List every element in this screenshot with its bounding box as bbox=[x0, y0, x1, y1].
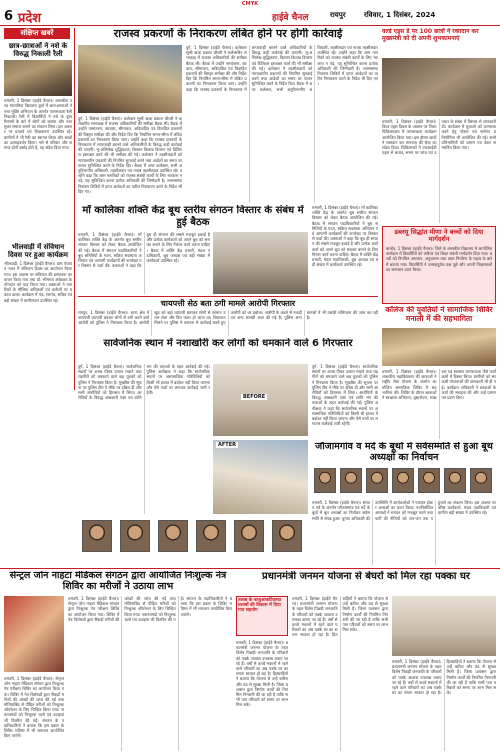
bottom-rule bbox=[0, 568, 500, 569]
brief-label: संक्षिप्त खबरें bbox=[4, 28, 70, 39]
face-icon bbox=[366, 468, 388, 493]
lead-body-left: दुर्ग, 1 दिसंबर (हाईवे चैनल)। कलेक्टर सुश्री ऋचा प्रकाश चौधरी ने कलेक्टोरेट सभाकक्ष में राजस्व अधिकारियों की समीक्षा बैठक ली। बैठक में उन्होंने नामांतरण, बंटवारा, सीमांकन, अविवादित एवं विवादित प्रकरणों की विस्तृत समीक्षा की और निर्देश दिए कि निर्धारित समय-सीमा में लंबित प्रकरणों का निराकरण किया जाए। उन्होंने कहा कि राजस्व प्रकरणों के निराकरण में लापरवाही बरतने वाले अधिकारियों के विरुद्ध कड़ी कार्रवाई की जाएगी। भू-अभिलेख शुद्धिकरण, किसान किताब वितरण एवं डिजिटल हस्ताक्षर कार्य की भी समीक्षा की गई। कलेक्टर ने तहसीलदारों को न्यायालयीन प्रकरणों की नियमित सुनवाई करने तथा आदेशों का समय पर पालन सुनिश्चित करने के निर्देश दिए। बैठक में अपर कलेक्टर, सभी अनुविभागीय अधिकारी, तहसीलदार एवं नायब तहसीलदार उपस्थित रहे। उन्होंने कहा कि आम नागरिकों को राजस्व संबंधी कार्यों के लिए भटकना न पड़े, यह सुनिश्चित करना प्रत्येक अधिकारी की जिम्मेदारी है। जनसमस्या निवारण शिविरों में प्राप्त आवेदनों का त्वरित निराकरण करने के निर्देश भी दिए गए। bbox=[78, 116, 182, 194]
arrest-body: दुर्ग, 1 दिसंबर (हाईवे चैनल)। सार्वजनिक स्थानों पर शराब पीकर उत्पात मचाने तथा राहगीरों को धमकाने वाले छह युवकों को पुलिस ने गिरफ्तार किया है। मुखबिर की सूचना पर पुलिस टीम ने मौके पर दबिश दी और सभी आरोपियों को हिरासत में लिया। आरोपियों के विरुद्ध आबकारी एक्ट एवं शांति भंग की धाराओं के तहत कार्रवाई की गई। पुलिस अधीक्षक ने कहा कि सार्वजनिक स्थानों पर असामाजिक गतिविधियों को किसी भी हालत में बर्दाश्त नहीं किया जाएगा और ऐसे तत्वों पर लगातार कार्रवाई जारी रहेगी। bbox=[78, 364, 210, 401]
face-icon bbox=[196, 520, 226, 552]
left-briefs bbox=[4, 42, 72, 387]
meeting-body: धमतरी, 1 दिसंबर (हाईवे चैनल)। माँ कालिका शक्ति केंद्र के अंतर्गत बूथ स्तरीय संगठन विस्तार को लेकर बैठक आयोजित की गई। बैठक में संगठन पदाधिकारियों ने बूथ समितियों के गठन, सक्रिय सदस्यता अभियान एवं आगामी कार्यक्रमों की रूपरेखा पर विस्तार से चर्चा की। वक्ताओं ने कहा कि बूथ ही संगठन की सबसे मजबूत इकाई है और प्रत्येक कार्यकर्ता को अपने बूथ को सशक्त बनाने के लिए निरंतर कार्य करना चाहिए। बैठक में शक्ति केंद्र प्रभारी, मंडल पदाधिकारी, बूथ अध्यक्ष एवं बड़ी संख्या में कार्यकर्ता उपस्थित रहे। bbox=[78, 232, 210, 269]
strip-headline: चायपत्ती सेठ बता ठगी मामले आरोपी गिरफ्तार bbox=[160, 299, 296, 308]
arrest-body-right: दुर्ग, 1 दिसंबर (हाईवे चैनल)। सार्वजनिक स्थानों पर शराब पीकर उत्पात मचाने तथा राहगीरों को धमकाने वाले छह युवकों को पुलिस ने गिरफ्तार किया है। मुखबिर की सूचना पर पुलिस टीम ने मौके पर दबिश दी और सभी आरोपियों को हिरासत में लिया। आरोपियों के विरुद्ध आबकारी एक्ट एवं शांति भंग की धाराओं के तहत कार्रवाई की गई। पुलिस अधीक्षक ने कहा कि सार्वजनिक स्थानों पर असामाजिक गतिविधियों को किसी भी हालत में बर्दाश्त नहीं किया जाएगा और ऐसे तत्वों पर लगातार कार्रवाई जारी रहेगी। bbox=[312, 364, 378, 427]
brand-logo: हाईवे चैनल bbox=[272, 13, 309, 23]
arrest-photo-after bbox=[213, 440, 308, 514]
face-icon bbox=[418, 468, 440, 493]
panel-headline: डब्लयू सिद्धांत मीणा ने बच्चों को दिया मार्गदर्शन bbox=[394, 228, 484, 244]
face-icon bbox=[234, 520, 264, 552]
booth-body: धमतरी, 1 दिसंबर (हाईवे चैनल)। संगठन पर्व के अंतर्गत जौजामगांव एवं मर्दे के बूथों में बूथ अध्यक्षों का निर्वाचन सर्वसम्मति से संपन्न हुआ। चुनाव अधिकारी की उपस्थिति में कार्यकर्ताओं ने एकमत होकर अध्यक्षों का चयन किया। नवनिर्वाचित अध्यक्षों ने संगठन को मजबूत करने तथा पार्टी की नीतियों को जन-जन तक पहुंचाने का संकल्प लिया। इस अवसर पर वरिष्ठ कार्यकर्ता, मंडल पदाधिकारी एवं ग्रामीण बड़ी संख्या में उपस्थित रहे। bbox=[312, 500, 496, 521]
strip-rule bbox=[78, 296, 378, 297]
face-icon bbox=[82, 520, 112, 552]
arrest-headline: सार्वजनिक स्थान में नशाखोरी कर लोगों को धमकाने वाले 6 गिरफ्तार bbox=[103, 338, 353, 349]
arrest-faces bbox=[78, 516, 308, 556]
booth-headline: जौजामगांव व मर्दे के बूथों में सर्वसम्मति से हुआ बूथ अध्यक्षों का निर्वाचन bbox=[315, 442, 493, 463]
meeting-headline: माँ कालिका शक्ति केंद्र बूथ स्तरीय संगठन विस्तार के संबंध में हुई बैठक bbox=[82, 205, 304, 228]
face-icon bbox=[392, 468, 414, 493]
right-strip: वर्ल्ड एड्स डे पर 100 छात्रों ने रक्तदान कर मुख्यमंत्री को दी अपनी शुभकामनाएं bbox=[382, 28, 479, 42]
face-icon bbox=[444, 468, 466, 493]
panel-box bbox=[382, 226, 496, 304]
right-photo bbox=[382, 58, 496, 116]
yojana-box bbox=[236, 596, 288, 636]
strip-body: रायपुर, 1 दिसंबर (हाईवे चैनल)। थाना क्षेत्र में चायपत्ती व्यापारी बनकर लोगों से ठगी करने वाले आरोपी को पुलिस ने गिरफ्तार किया है। आरोपी खुद को बड़ा व्यापारी बताकर लोगों से सामान उधार लेता और फिर फरार हो जाता था। शिकायत मिलने पर पुलिस ने तत्परता से कार्रवाई करते हुए आरोपी को धर दबोचा। आरोपी के कब्जे से नकदी एवं अन्य सामग्री जब्त की गई है। पुलिस अन्य मामलों में भी उसकी संलिप्तता की जांच कर रही है। bbox=[78, 310, 378, 326]
yojana-body-right: धमतरी, 1 दिसंबर (हाईवे चैनल)। प्रधानमंत्री जनमन योजना के तहत विशेष पिछड़ी जनजाति के परिवारों को पक्के आवास उपलब्ध कराए जा रहे हैं। वर्षों से कच्चे मकानों में रहने वाले परिवारों का अब पक्के घर का सपना साकार हो रहा है। हितग्राहियों ने बताया कि योजना से उन्हें बारिश और ठंड से सुरक्षा मिली है। जिला प्रशासन द्वारा निर्माण कार्यों की नियमित निगरानी की जा रही है ताकि सभी पात्र परिवारों को समय पर लाभ मिल सके। bbox=[392, 659, 496, 696]
section-title: प्रदेश bbox=[18, 11, 42, 26]
face-icon bbox=[470, 468, 492, 493]
college-photo bbox=[382, 328, 496, 366]
meeting-photo bbox=[213, 232, 308, 294]
eye-body-left: धमतरी, 1 दिसंबर (हाईवे चैनल)। सेन्ट्रल जोन नाहटा मेडिकल संगठन द्वारा निःशुल्क नेत्र परीक्षण शिविर का आयोजन किया गया। शिविर में नेत्र विशेषज्ञों द्वारा सैकड़ों मरीजों की आंखों की जांच की गई तथा मोतियाबिंद से पीड़ित मरीजों को निःशुल्क ऑपरेशन के लिए चिन्हित किया गया। जरूरतमंदों को निःशुल्क चश्मे एवं दवाइयां भी वितरित की गईं। संगठन के पदाधिकारियों ने बताया कि इस प्रकार के शिविर भविष्य में भी लगातार आयोजित किए जाएंगे। bbox=[4, 676, 64, 739]
left-divider bbox=[74, 28, 75, 390]
before-label: BEFORE bbox=[243, 394, 266, 400]
eye-headline: सेन्ट्रल जोन नाहटा मेडिकल संगठन द्वारा आयोजित निःशुल्क नेत्र शिविर का मरीजों ने उठाया लाभ bbox=[9, 571, 227, 592]
brief-1-photo bbox=[4, 60, 72, 96]
lead-body: दुर्ग, 1 दिसंबर (हाईवे चैनल)। कलेक्टर सुश्री ऋचा प्रकाश चौधरी ने कलेक्टोरेट सभाकक्ष में राजस्व अधिकारियों की समीक्षा बैठक ली। बैठक में उन्होंने नामांतरण, बंटवारा, सीमांकन, अविवादित एवं विवादित प्रकरणों की विस्तृत समीक्षा की और निर्देश दिए कि निर्धारित समय-सीमा में लंबित प्रकरणों का निराकरण किया जाए। उन्होंने कहा कि राजस्व प्रकरणों के निराकरण में लापरवाही बरतने वाले अधिकारियों के विरुद्ध कड़ी कार्रवाई की जाएगी। भू-अभिलेख शुद्धिकरण, किसान किताब वितरण एवं डिजिटल हस्ताक्षर कार्य की भी समीक्षा की गई। कलेक्टर ने तहसीलदारों को न्यायालयीन प्रकरणों की नियमित सुनवाई करने तथा आदेशों का समय पर पालन सुनिश्चित करने के निर्देश दिए। बैठक में अपर कलेक्टर, सभी अनुविभागीय अधिकारी, तहसीलदार एवं नायब तहसीलदार उपस्थित रहे। उन्होंने कहा कि आम नागरिकों को राजस्व संबंधी कार्यों के लिए भटकना न पड़े, यह सुनिश्चित करना प्रत्येक अधिकारी की जिम्मेदारी है। जनसमस्या निवारण शिविरों में प्राप्त आवेदनों का त्वरित निराकरण करने के निर्देश भी दिए गए। bbox=[186, 45, 378, 92]
yojana-headline: प्रधानमंत्री जनमन योजना से बेघरों को मिल रहा पक्का घर bbox=[262, 571, 470, 582]
yojana-body: धमतरी, 1 दिसंबर (हाईवे चैनल)। प्रधानमंत्री जनमन योजना के तहत विशेष पिछड़ी जनजाति के परिवारों को पक्के आवास उपलब्ध कराए जा रहे हैं। वर्षों से कच्चे मकानों में रहने वाले परिवारों का अब पक्के घर का सपना साकार हो रहा है। हितग्राहियों ने बताया कि योजना से उन्हें बारिश और ठंड से सुरक्षा मिली है। जिला प्रशासन द्वारा निर्माण कार्यों की नियमित निगरानी की जा रही है ताकि सभी पात्र परिवारों को समय पर लाभ मिल सके। bbox=[292, 596, 388, 638]
college-headline: कॉलेज की युवतियों ने सामाजिक शिविर मनाली में की सहभागिता bbox=[385, 306, 493, 323]
college-body: धमतरी, 1 दिसंबर (हाईवे चैनल)। शासकीय महाविद्यालय की छात्राओं ने राष्ट्रीय सेवा योजना के अंतर्गत आयोजित सामाजिक शिविर में सहभागिता की। शिविर के दौरान छात्राओं ने स्वच्छता अभियान, वृक्षारोपण, साक्षरता एवं स्वास्थ्य जागरूकता जैसे कार्यक्रमों में हिस्सा लिया। ग्रामीणों को सरकारी योजनाओं की जानकारी भी दी गई। कार्यक्रम अधिकारी ने छात्राओं के कार्य की सराहना की और उन्हें प्रमाण पत्र प्रदान किए। bbox=[382, 369, 496, 401]
page-number: 6 bbox=[4, 9, 14, 24]
date-label: रविवार, 1 दिसंबर, 2024 bbox=[364, 11, 436, 19]
right-body: धमतरी, 1 दिसंबर (हाईवे चैनल)। विश्व एड्स दिवस के अवसर पर जिला चिकित्सालय में जागरूकता कार्यक्रम आयोजित किया गया। इस दौरान छात्रों ने रक्तदान कर मानवता की सेवा का संदेश दिया। चिकित्सकों ने एचआईवी एड्स से बचाव, समय पर जांच एवं उपचार के संबंध में विस्तार से जानकारी दी। कार्यक्रम में युवाओं को जागरूक करने हेतु पोस्टर एवं स्लोगन प्रतियोगिता भी आयोजित की गई। सभी प्रतिभागियों को प्रमाण पत्र देकर सम्मानित किया गया। bbox=[382, 119, 496, 156]
brief-2-body: भीलवाड़ी, 1 दिसंबर (हाईवे चैनल)। ग्राम पंचायत भवन में संविधान दिवस का आयोजन किया गया। इस अवसर पर संविधान की प्रस्तावना का वाचन किया गया तथा डॉ. भीमराव अंबेडकर के योगदान को याद किया गया। वक्ताओं ने नागरिकों के मौलिक अधिकारों एवं कर्तव्यों पर प्रकाश डाला। कार्यक्रम में पंच, सरपंच, सचिव एवं बड़ी संख्या में ग्रामीणजन उपस्थित रहे। bbox=[4, 261, 72, 303]
face-icon bbox=[340, 468, 362, 493]
yojana-body-left: धमतरी, 1 दिसंबर (हाईवे चैनल)। प्रधानमंत्री जनमन योजना के तहत विशेष पिछड़ी जनजाति के परिवारों को पक्के आवास उपलब्ध कराए जा रहे हैं। वर्षों से कच्चे मकानों में रहने वाले परिवारों का अब पक्के घर का सपना साकार हो रहा है। हितग्राहियों ने बताया कि योजना से उन्हें बारिश और ठंड से सुरक्षा मिली है। जिला प्रशासन द्वारा निर्माण कार्यों की नियमित निगरानी की जा रही है ताकि सभी पात्र परिवारों को समय पर लाभ मिल सके। bbox=[236, 640, 288, 708]
face-icon bbox=[120, 520, 150, 552]
brief-2-headline: भीलवाड़ी में संविधान दिवस पर हुआ कार्यक्रम bbox=[8, 243, 68, 260]
arrest-photo-before bbox=[213, 364, 308, 436]
panel-body: बालोद, 1 दिसंबर (हाईवे चैनल)। जिले के शासकीय विद्यालय में आयोजित कार्यक्रम में विद्यार्थियों को करियर एवं शिक्षा संबंधी मार्गदर्शन दिया गया। बच्चों को नियमित अध्ययन, अनुशासन तथा लक्ष्य निर्धारण के महत्व के बारे में बताया गया। विद्यार्थियों ने उत्साहपूर्वक प्रश्न पूछे और अपनी जिज्ञासाओं का समाधान प्राप्त किया। bbox=[386, 245, 492, 272]
face-icon bbox=[314, 468, 336, 493]
yojana-photo bbox=[392, 596, 496, 656]
after-label: AFTER bbox=[218, 442, 236, 448]
cmyk-bar: CMYK bbox=[241, 1, 259, 7]
face-icon bbox=[272, 520, 302, 552]
eye-body: धमतरी, 1 दिसंबर (हाईवे चैनल)। सेन्ट्रल जोन नाहटा मेडिकल संगठन द्वारा निःशुल्क नेत्र परीक्षण शिविर का आयोजन किया गया। शिविर में नेत्र विशेषज्ञों द्वारा सैकड़ों मरीजों की आंखों की जांच की गई तथा मोतियाबिंद से पीड़ित मरीजों को निःशुल्क ऑपरेशन के लिए चिन्हित किया गया। जरूरतमंदों को निःशुल्क चश्मे एवं दवाइयां भी वितरित की गईं। संगठन के पदाधिकारियों ने बताया कि इस प्रकार के शिविर भविष्य में भी लगातार आयोजित किए जाएंगे। bbox=[68, 596, 232, 622]
meeting-body-right: धमतरी, 1 दिसंबर (हाईवे चैनल)। माँ कालिका शक्ति केंद्र के अंतर्गत बूथ स्तरीय संगठन विस्तार को लेकर बैठक आयोजित की गई। बैठक में संगठन पदाधिकारियों ने बूथ समितियों के गठन, सक्रिय सदस्यता अभियान एवं आगामी कार्यक्रमों की रूपरेखा पर विस्तार से चर्चा की। वक्ताओं ने कहा कि बूथ ही संगठन की सबसे मजबूत इकाई है और प्रत्येक कार्यकर्ता को अपने बूथ को सशक्त बनाने के लिए निरंतर कार्य करना चाहिए। बैठक में शक्ति केंद्र प्रभारी, मंडल पदाधिकारी, बूथ अध्यक्ष एवं बड़ी संख्या में कार्यकर्ता उपस्थित रहे। bbox=[312, 205, 378, 268]
face-icon bbox=[158, 520, 188, 552]
masthead bbox=[0, 8, 500, 26]
brief-1-headline: छात्र-छात्राओं ने नशे के विरुद्ध निकाली रैली bbox=[8, 42, 68, 59]
lead-headline: राजस्व प्रकरणों के निराकरण लंबित होने पर होगी कार्रवाई bbox=[113, 28, 343, 40]
brief-1-body: धमतरी, 1 दिसंबर (हाईवे चैनल)। शासकीय उच्च माध्यमिक विद्यालय कुर्रा में छात्र-छात्राओं ने नशा मुक्ति अभियान के अंतर्गत जागरूकता रैली निकाली। रैली में विद्यार्थियों ने नशे के दुष्परिणामों के बारे में लोगों को बताया और नशा मुक्त समाज बनाने का संकल्प लिया। इस अवसर पर प्राचार्य एवं शिक्षकगण उपस्थित रहे। ग्रामीणों ने भी रैली का स्वागत किया और बच्चों का उत्साहवर्धन किया। नशे से परिवार और समाज दोनों बर्बाद होते हैं, यह संदेश दिया गया। bbox=[4, 98, 72, 150]
city-label: रायपुर bbox=[330, 11, 346, 19]
eye-photo bbox=[4, 596, 64, 672]
yojana-box-title: तलाब के बाजुआकटिकमठ तलाबों की विकास में दिया गया सहयोग bbox=[238, 598, 282, 614]
lead-photo bbox=[78, 45, 182, 113]
booth-faces bbox=[312, 468, 496, 498]
